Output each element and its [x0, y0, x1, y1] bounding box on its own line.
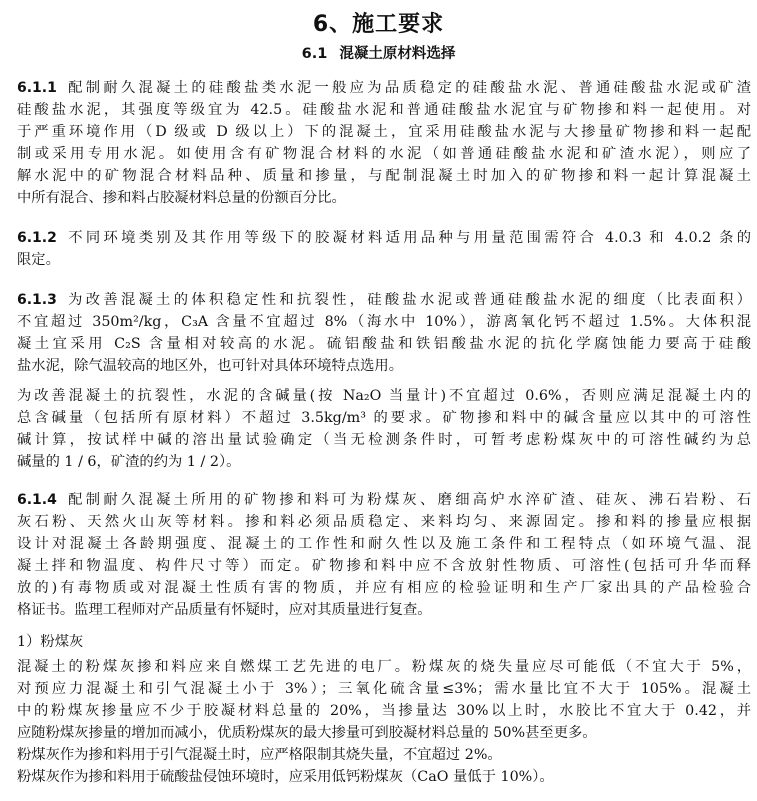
text-line: 设计对混凝土各龄期强度、混凝土的工作性和耐久性以及施工条件和工程特点（如环境气温、混: [17, 536, 751, 552]
subheading: 1）粉煤灰: [17, 634, 84, 650]
text-line: 不宜超过 350m²/kg，C₃A 含量不宜超过 8%（海水中 10%），游离氧化钙不超过 1.5%。大体积混: [17, 314, 751, 330]
text-line: 6.1.4 配制耐久混凝土所用的矿物掺和料可为粉煤灰、磨细高炉水淬矿渣、硅灰、沸石岩粉、石: [17, 492, 751, 508]
clause-number: 6.1.4: [17, 492, 57, 508]
text-line: 混凝土的粉煤灰掺和料应来自燃煤工艺先进的电厂。粉煤灰的烧失量应尽可能低（不宜大于 5%，: [17, 659, 751, 675]
text-line: 碱计算，按试样中碱的溶出量试验确定（当无检测条件时，可暂考虑粉煤灰中的可溶性碱约为总: [17, 432, 751, 448]
text-line: 解水泥中的矿物混合材料品种、质量和掺量，与配制混凝土时加入的矿物掺和料一起计算混凝土: [17, 168, 751, 184]
text-line: 6.1.3 为改善混凝土的体积稳定性和抗裂性，硅酸盐水泥或普通硅酸盐水泥的细度（比表面积）: [17, 292, 751, 308]
text-line: 于严重环境作用（D 级或 D 级以上）下的混凝土，宜采用硅酸盐水泥与大掺量矿物掺和料一起配: [17, 124, 751, 140]
text-line: 凝土宜采用 C₂S 含量相对较高的水泥。硫铝酸盐和铁铝酸盐水泥的抗化学腐蚀能力要高于硅酸: [17, 336, 751, 352]
text-line: 格证书。监理工程师对产品质量有怀疑时，应对其质量进行复查。: [17, 602, 432, 618]
text-line: 盐水泥，除气温较高的地区外，也可针对具体环境特点选用。: [17, 358, 404, 374]
chapter-title: 6、施工要求: [312, 12, 445, 37]
text-line: 硅酸盐水泥，其强度等级宜为 42.5。硅酸盐水泥和普通硅酸盐水泥宜与矿物掺和料一起使用。对: [17, 102, 751, 118]
text-line: 中的粉煤灰掺量应不少于胶凝材料总量的 20%，当掺量达 30%以上时，水胶比不宜大于 0.42，并: [17, 703, 751, 719]
text-line: 对预应力混凝土和引气混凝土小于 3%）；三氧化硫含量≤3%；需水量比宜不大于 105%。混凝土: [17, 681, 751, 697]
clause-number: 6.1.2: [17, 230, 57, 246]
text-line: 碱量的 1 / 6，矿渣的约为 1 / 2）。: [17, 454, 241, 470]
text-line: 为改善混凝土的抗裂性，水泥的含碱量(按 Na₂O 当量计)不宜超过 0.6%，否则应满足混凝土内的: [17, 388, 751, 404]
text-line: 粉煤灰作为掺和料用于引气混凝土时，应严格限制其烧失量，不宜超过 2%。: [17, 747, 502, 763]
text-line: 6.1.2 不同环境类别及其作用等级下的胶凝材料适用品种与用量范围需符合 4.0.3 和 4.0.2 条的: [17, 230, 751, 246]
clause-number: 6.1.1: [17, 80, 57, 96]
text-line: 应随粉煤灰掺量的增加而减小，优质粉煤灰的最大掺量可到胶凝材料总量的 50%甚至更多。: [17, 725, 597, 741]
text-line: 中所有混合、掺和料占胶凝材料总量的份额百分比。: [17, 190, 346, 206]
text-line: 放的)有毒物质或对混凝土性质有害的物质，并应有相应的检验证明和生产厂家出具的产品检验合: [17, 580, 751, 596]
section-title: 混凝土原材料选择: [339, 46, 456, 62]
section-number: 6.1: [301, 46, 328, 62]
text-line: 总含碱量（包括所有原材料）不超过 3.5kg/m³ 的要求。矿物掺和料中的碱含量应以其中的可溶性: [17, 410, 751, 426]
text-line: 粉煤灰作为掺和料用于硫酸盐侵蚀环境时，应采用低钙粉煤灰（CaO 量低于 10%）。: [17, 769, 554, 785]
text-line: 限定。: [17, 252, 60, 268]
clause-number: 6.1.3: [17, 292, 57, 308]
text-line: 制或采用专用水泥。如使用含有矿物混合材料的水泥（如普通硅酸盐水泥和矿渣水泥），则应了: [17, 146, 751, 162]
text-line: 6.1.1 配制耐久混凝土的硅酸盐类水泥一般应为品质稳定的硅酸盐水泥、普通硅酸盐水泥或矿渣: [17, 80, 751, 96]
text-line: 灰石粉、天然火山灰等材料。掺和料必须品质稳定、来料均匀、来源固定。掺和料的掺量应根据: [17, 514, 751, 530]
section-heading: [0, 42, 757, 63]
text-line: 凝土拌和物温度、构件尺寸等）而定。矿物掺和料中应不含放射性物质、可溶性(包括可升华而释: [17, 558, 751, 574]
